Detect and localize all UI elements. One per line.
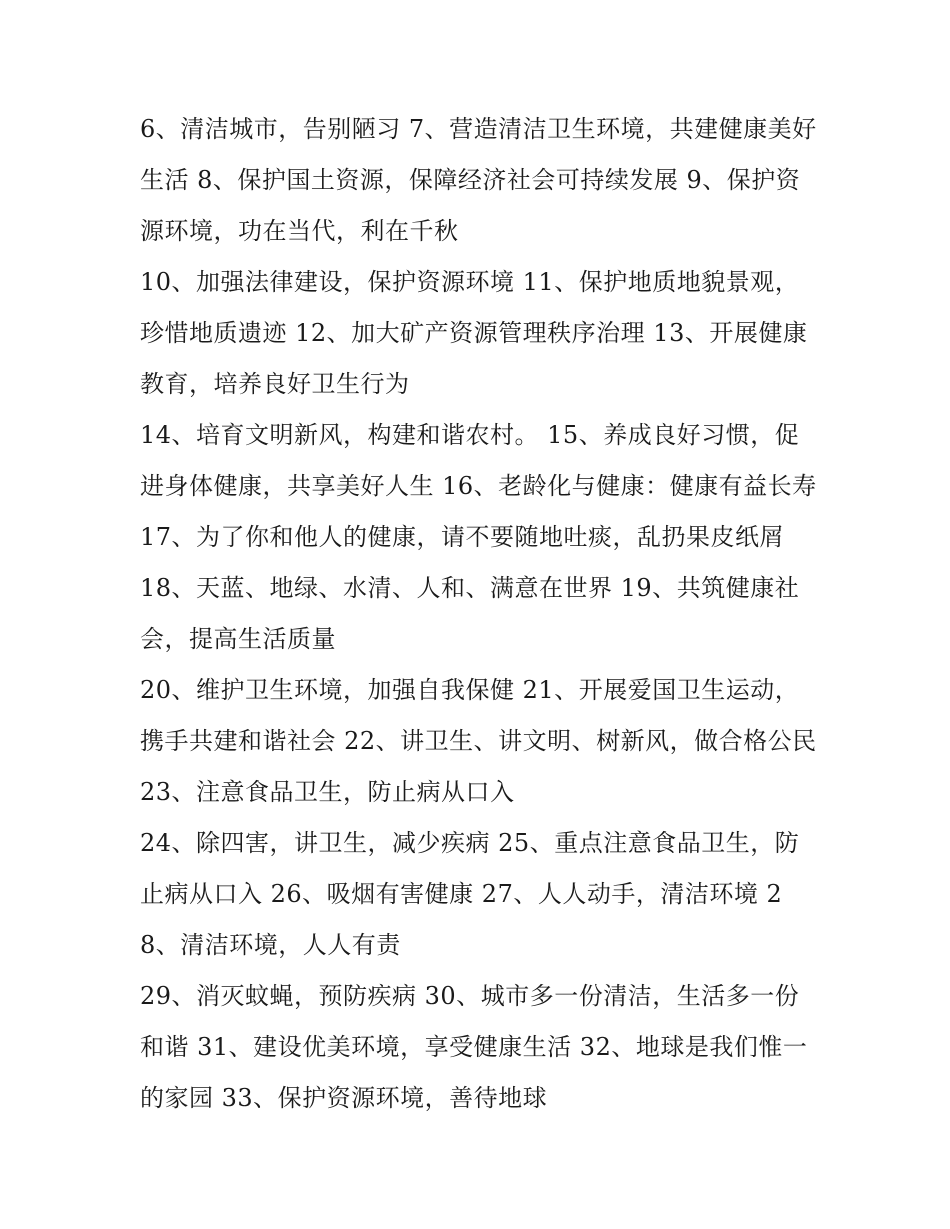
paragraph: 29、消灭蚊蝇，预防疾病 30、城市多一份清洁，生活多一份和谐 31、建设优美环境，享受健康生活 32、地球是我们惟一的家园 33、保护资源环境，善待地球 [140,982,808,1112]
paragraph: 17、为了你和他人的健康，请不要随地吐痰，乱扔果皮纸屑 [140,523,785,551]
paragraph: 14、培育文明新风，构建和谐农村。 15、养成良好习惯，促进身体健康，共享美好人生 16、老龄化与健康：健康有益长寿 [140,421,817,500]
document-page [140,104,820,1124]
paragraph: 6、清洁城市，告别陋习 7、营造清洁卫生环境，共建健康美好生活 8、保护国土资源，保障经济社会可持续发展 9、保护资源环境，功在当代，利在千秋 [140,115,817,245]
paragraph: 10、加强法律建设，保护资源环境 11、保护地质地貌景观，珍惜地质遗迹 12、加大矿产资源管理秩序治理 13、开展健康教育，培养良好卫生行为 [140,268,808,398]
paragraph: 18、天蓝、地绿、水清、人和、满意在世界 19、共筑健康社会，提高生活质量 [140,574,800,653]
paragraph: 20、维护卫生环境，加强自我保健 21、开展爱国卫生运动，携手共建和谐社会 22、讲卫生、讲文明、树新风，做合格公民 23、注意食品卫生，防止病从口入 [140,676,817,806]
paragraph: 24、除四害，讲卫生，减少疾病 25、重点注意食品卫生，防止病从口入 26、吸烟有害健康 27、人人动手，清洁环境 28、清洁环境，人人有责 [140,829,800,959]
